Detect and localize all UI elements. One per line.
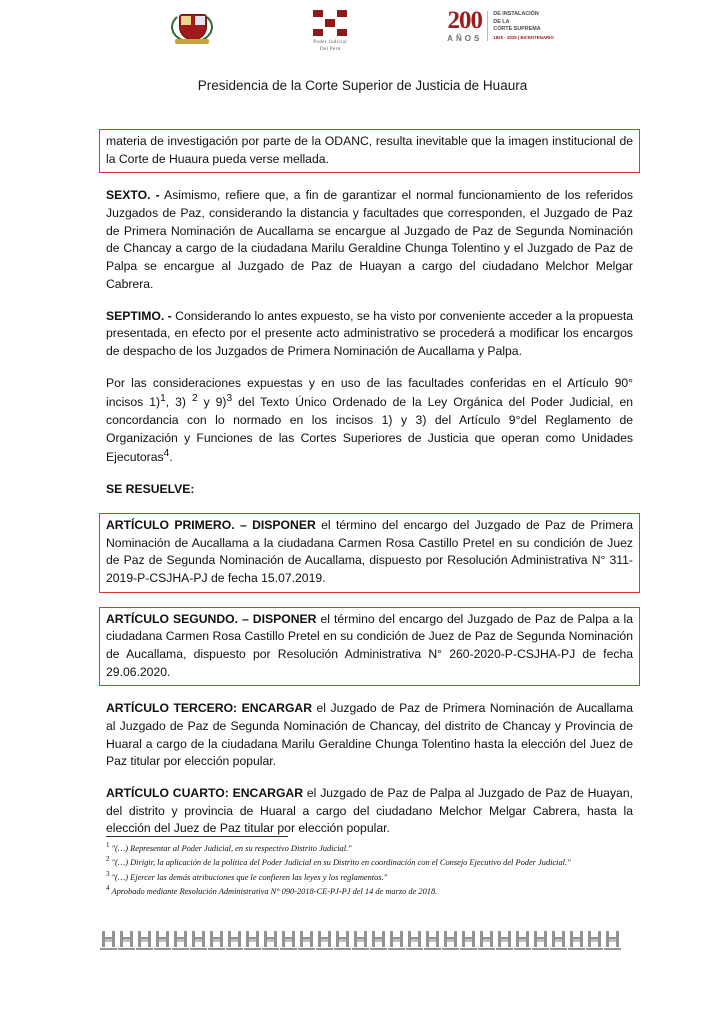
page-title: Presidencia de la Corte Superior de Justicia de Huaura [197,78,528,93]
article-tercero: ARTÍCULO TERCERO: ENCARGAR el Juzgado de Paz de Primera Nominación de Aucallama al Juzgado de Paz de Segunda Nominación de Chancay, del distrito de Chancay y Provincia de Huaral a cargo de la ciudadana Marilu Geraldine Chunga Tolentino hasta la elección del Juez de Paz titular por elección popular. [106,701,634,769]
anniversary-line1: DE INSTALACIÓN [493,11,539,18]
footnotes-section [106,836,633,899]
highlighted-paragraph-continuation [99,129,640,173]
peru-coat-of-arms-icon [171,10,213,44]
footnote-3 [106,870,633,883]
footnote-marker-2: 2 [106,855,110,864]
footnote-marker-3: 3 [106,869,110,878]
anniversary-line3: CORTE SUPREMA [493,25,541,32]
decorative-pattern-band [100,928,639,950]
anniversary-logo-icon [447,7,554,43]
paragraph-consideraciones: Por las consideraciones expuestas y en uso de las facultades conferidas en el Artículo 90° incisos 1)$^1$, 3) $^2$ y 9)$^3$ del Texto Único Ordenado de la Ley Orgánica del Poder Judicial, en concordancia con lo normado en los incisos 1) y 3) del Artículo 9°del Reglamento de Organización y Funciones de las Cortes Superiores de Justicia que operan como Unidades Ejecutoras$^4$. [106,375,634,465]
footnote-text-2: "(…) Dirigir, la aplicación de la política del Poder Judicial en su Distrito en coordinación con el Consejo Ejecutivo del Poder Judicial." [111,858,571,868]
pj-logo-text-line1: Poder Judicial [313,39,348,45]
anniversary-line4: 1825 - 2025 | BICENTENARIO [493,35,554,41]
document-header [0,0,725,66]
anniversary-number: 200 [447,7,482,34]
highlighted-article-primero [99,513,640,593]
footnote-separator [106,836,288,837]
article-primero: ARTÍCULO PRIMERO. – DISPONER el término del encargo del Juzgado de Paz de Primera Nominación de Aucallama a la ciudadana Carmen Rosa Castillo Pretel en su condición de Juez de Paz de Segunda Nominación de Aucallama, dispuesto por Resolución Administrativa N° 311-2019-P-CSJHA-PJ de fecha 15.07.2019. [106,517,633,585]
paragraph-sexto: SEXTO. - Asimismo, refiere que, a fin de garantizar el normal funcionamiento de los referidos Juzgados de Paz, considerando la distancia y facultades que corresponden, el Juzgado de Paz de Primera Nominación de Aucallama se encargue al Juzgado de Paz de Segunda Nominación de Chancay a cargo de la ciudadana Marilu Geraldine Chunga Tolentino y el Juzgado de Paz de Palpa se encargue al Juzgado de Paz de Huayan a cargo del ciudadano Melchor Melgar Cabrera. [106,188,634,291]
pj-logo-text-line2: Del Perú [319,45,341,52]
footnote-text-1: "(…) Representar al Poder Judicial, en su respectivo Distrito Judicial." [111,843,352,853]
footnote-2 [106,855,633,868]
highlighted-article-segundo [99,607,640,687]
footnote-1 [106,841,633,854]
footnote-4 [106,884,633,897]
footnote-marker-1: 1 [106,841,110,849]
se-resuelve-heading: SE RESUELVE: [106,482,195,497]
document-body [106,129,633,838]
article-cuarto: ARTÍCULO CUARTO: ENCARGAR el Juzgado de Paz de Palpa al Juzgado de Paz de Huayan, del distrito y provincia de Huaral a cargo del ciudadano Melchor Melgar Cabrera, hasta la elección del Juez de Paz titular por elección popular. [106,786,633,836]
footnote-text-3: "(…) Ejercer las demás atribuciones que le confieren las leyes y los reglamentos." [111,872,388,882]
anniversary-line2: DE LA [493,18,510,25]
paragraph-continuation: materia de investigación por parte de la ODANC, resulta inevitable que la imagen institucional de la Corte de Huaura pueda verse mellada. [106,134,633,166]
paragraph-septimo: SEPTIMO. - Considerando lo antes expuesto, se ha visto por conveniente acceder a la propuesta presentada, en efecto por el presente acto administrativo se procederá a modificar los encargos de despacho de los Juzgados de Primera Nominación de Aucallama y Palpa. [106,308,634,358]
poder-judicial-logo-icon [313,10,347,52]
anniversary-word: AÑOS [447,33,483,43]
footnote-marker-4: 4 [106,884,110,893]
footnote-text-4: Aprobado mediante Resolución Administrativa N° 090-2018-CE-PJ-PJ del 14 de marzo de 2018. [111,886,438,896]
article-segundo: ARTÍCULO SEGUNDO. – DISPONER el término del encargo del Juzgado de Paz de Palpa a la ciudadana Carmen Rosa Castillo Pretel en su condición de Juez de Paz de Segunda Nominación de Aucallama, dispuesto por Resolución Administrativa N° 260-2020-P-CSJHA-PJ de fecha 29.06.2020. [106,611,633,679]
